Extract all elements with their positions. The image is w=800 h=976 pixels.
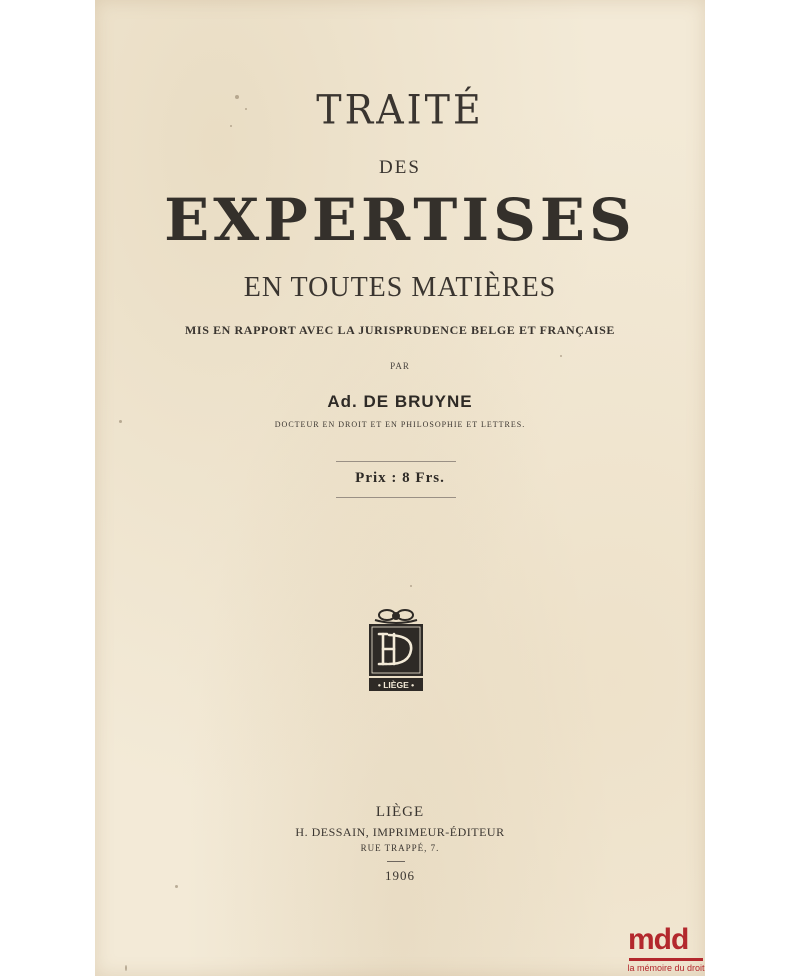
paper-speck	[125, 965, 127, 971]
paper-speck	[560, 355, 562, 357]
author-name: Ad. DE BRUYNE	[327, 392, 473, 411]
title-page	[95, 0, 705, 976]
imprint-dash	[387, 861, 405, 862]
mdd-tagline: la mémoire du droit	[627, 963, 705, 973]
paper-speck	[175, 885, 178, 888]
mdd-logo-text: mdd	[628, 923, 689, 956]
imprint-year: 1906	[385, 868, 415, 883]
title-en-toutes-matieres: EN TOUTES MATIÈRES	[243, 272, 557, 303]
imprint-city: LIÈGE	[375, 804, 425, 820]
paper-speck	[410, 585, 412, 587]
subtitle: MIS EN RAPPORT AVEC LA JURISPRUDENCE BELGE ET FRANÇAISE	[185, 323, 615, 337]
price-rule-top	[336, 461, 456, 462]
author-credentials: DOCTEUR EN DROIT ET EN PHILOSOPHIE ET LETTRES.	[274, 420, 526, 429]
emblem-city-label: • LIÈGE •	[377, 680, 415, 690]
mdd-logo-underline	[629, 958, 703, 961]
paper-speck	[230, 125, 232, 127]
price: Prix : 8 Frs.	[355, 470, 445, 486]
paper-speck	[245, 108, 247, 110]
title-des: DES	[379, 157, 421, 178]
imprint-address: RUE TRAPPÉ, 7.	[360, 843, 440, 853]
price-rule-bottom	[336, 497, 456, 498]
by-label: PAR	[390, 361, 410, 371]
publisher-emblem-icon	[367, 606, 425, 692]
paper-speck	[235, 95, 239, 99]
imprint-publisher: H. DESSAIN, IMPRIMEUR-ÉDITEUR	[295, 825, 505, 839]
paper-speck	[119, 420, 122, 423]
title-traite: TRAITÉ	[316, 86, 484, 134]
mdd-watermark-logo	[627, 925, 705, 975]
title-expertises: EXPERTISES	[164, 186, 636, 254]
